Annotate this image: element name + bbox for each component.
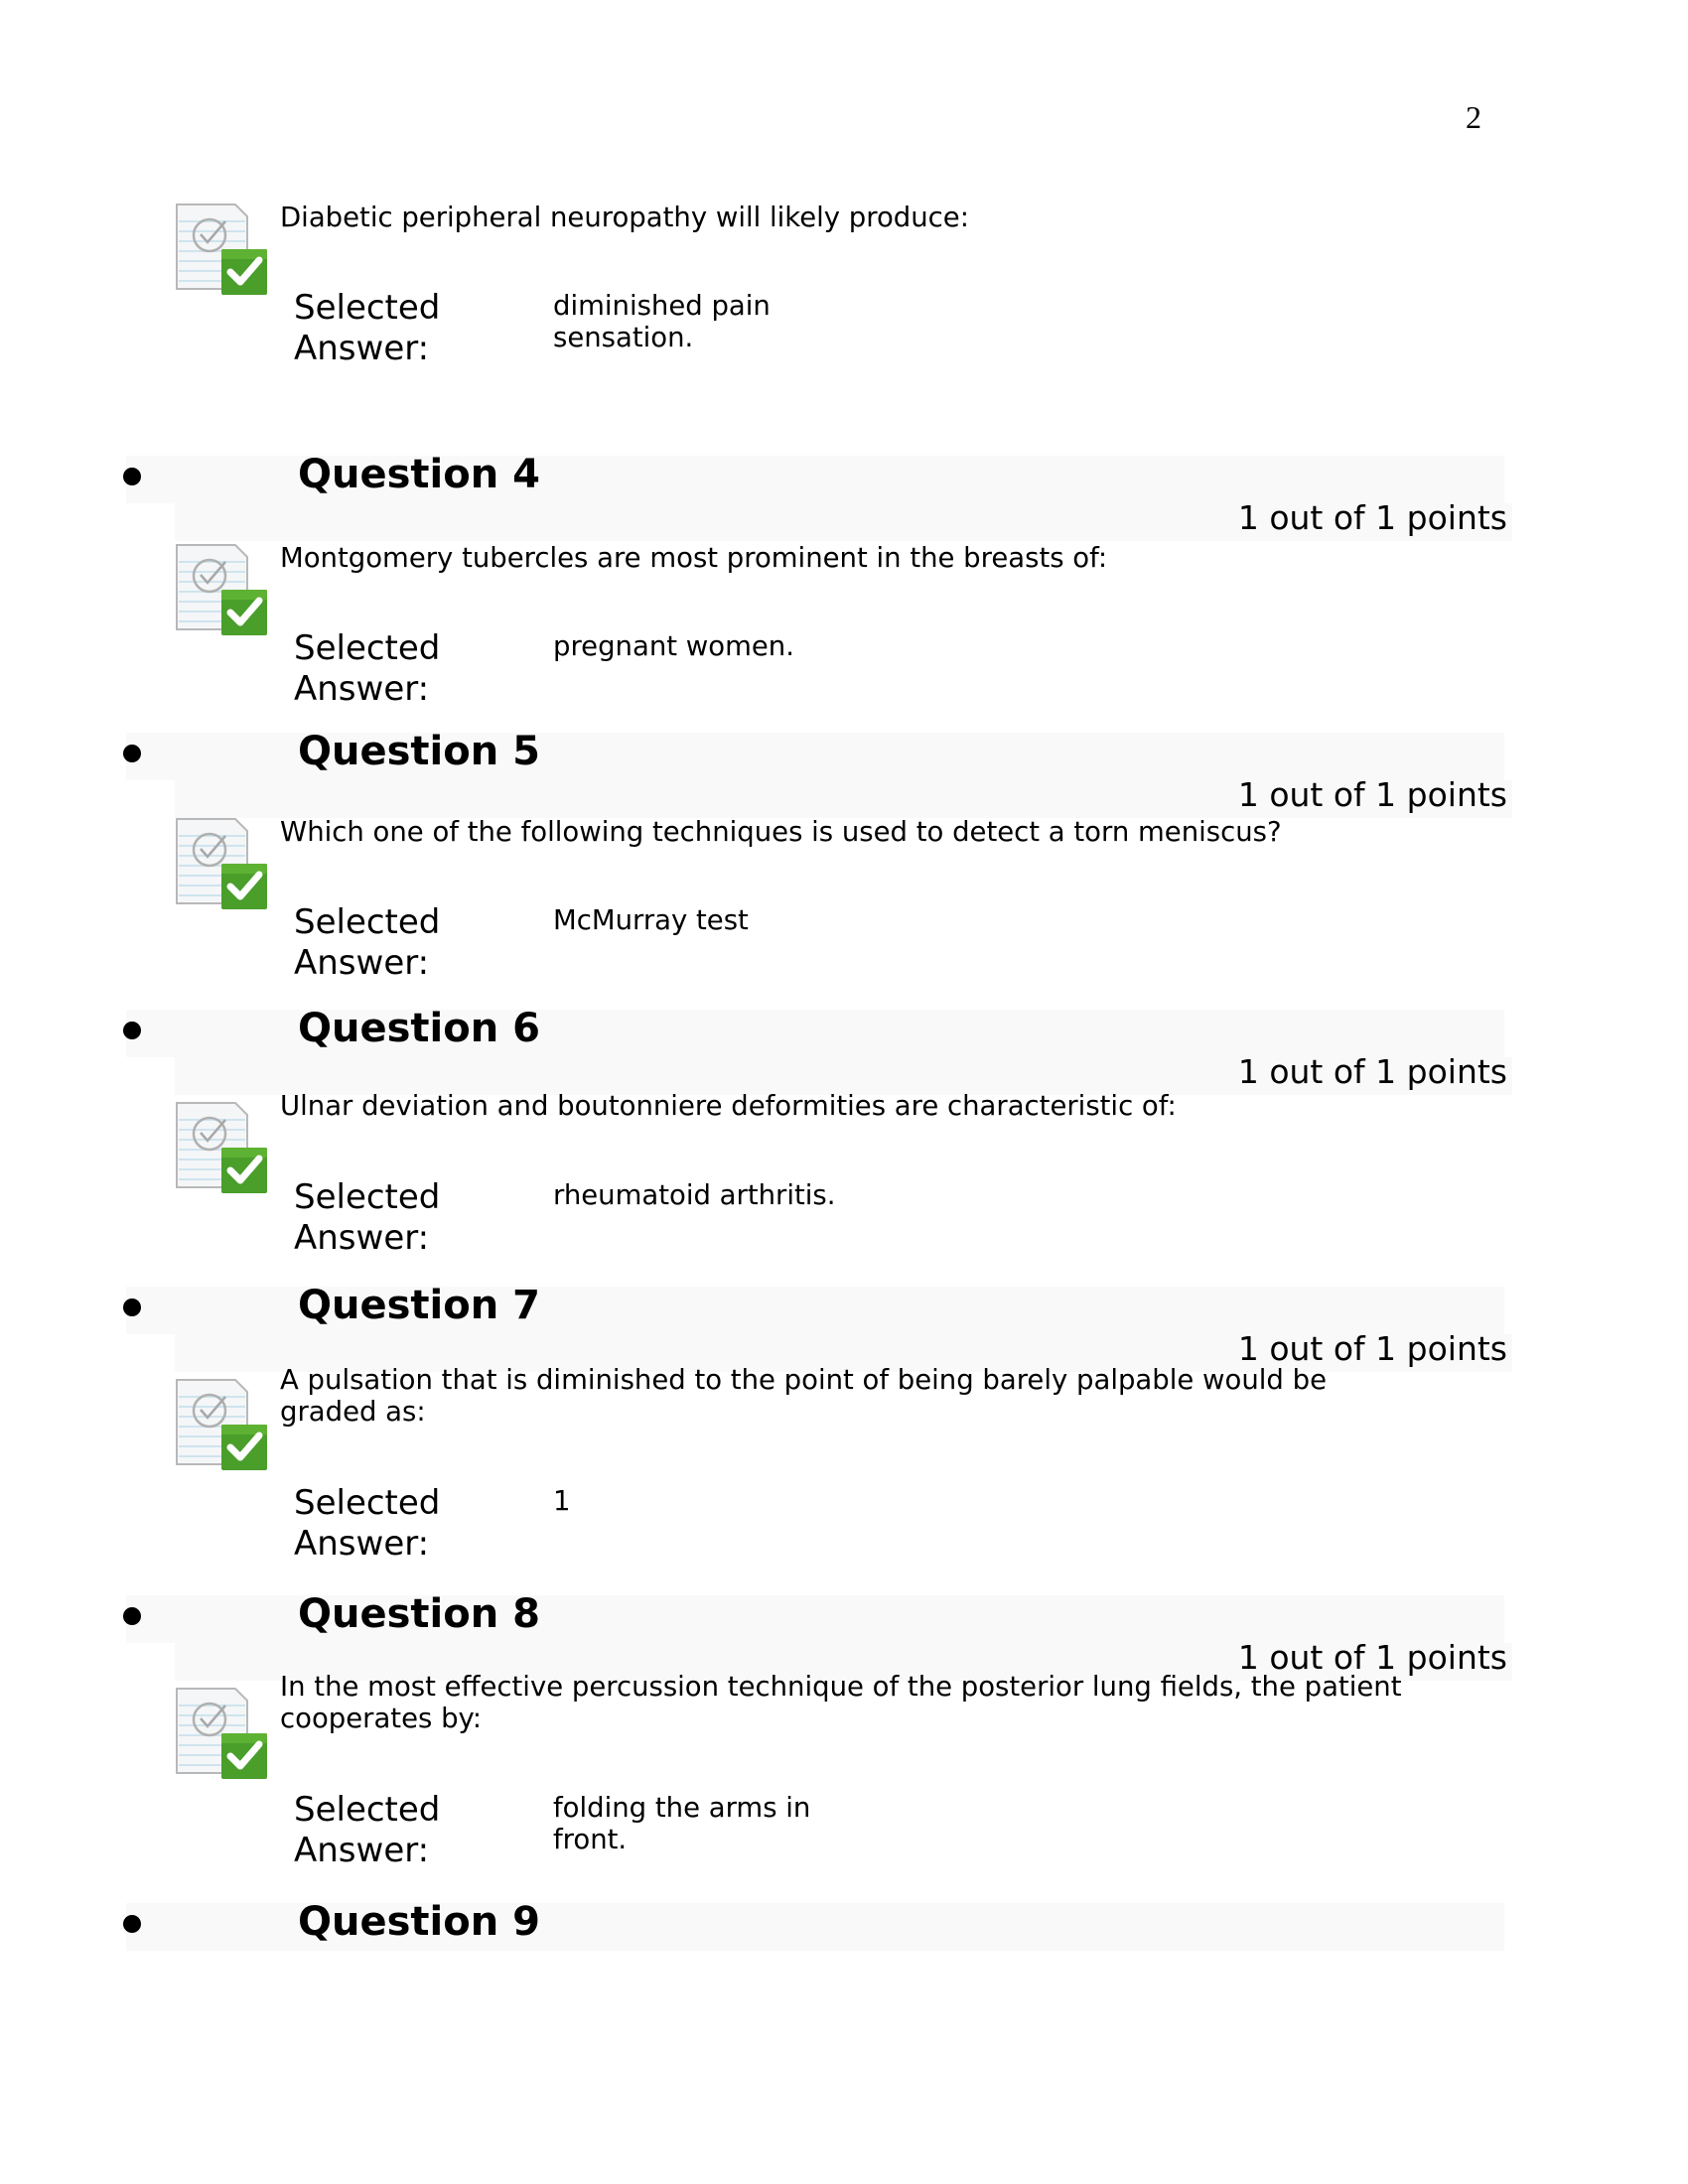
- page-number: 2: [1466, 99, 1481, 135]
- question-title: Question 4: [298, 452, 540, 497]
- question-points: 1 out of 1 points: [1237, 1638, 1507, 1677]
- bullet-icon: [123, 468, 141, 485]
- question-text: In the most effective percussion technique of the posterior lung fields, the patient cooperates by:: [280, 1671, 1402, 1734]
- selected-answer-label: Selected Answer:: [294, 288, 441, 368]
- selected-answer-label: Selected Answer:: [294, 902, 441, 983]
- selected-answer-value: rheumatoid arthritis.: [553, 1179, 836, 1211]
- question-points: 1 out of 1 points: [1237, 1052, 1507, 1091]
- selected-answer-value: pregnant women.: [553, 630, 794, 662]
- correct-answer-icon: [174, 202, 267, 295]
- question-text: Which one of the following techniques is used to detect a torn meniscus?: [280, 816, 1282, 848]
- question-text: A pulsation that is diminished to the point of being barely palpable would be graded as:: [280, 1364, 1327, 1428]
- bullet-icon: [123, 1022, 141, 1039]
- question-text: Diabetic peripheral neuropathy will likely produce:: [280, 202, 969, 233]
- selected-answer-value: folding the arms in front.: [553, 1792, 811, 1855]
- correct-answer-icon: [174, 1100, 267, 1193]
- question-points: 1 out of 1 points: [1237, 775, 1507, 814]
- question-title: Question 8: [298, 1591, 540, 1637]
- bullet-icon: [123, 1607, 141, 1625]
- question-title: Question 7: [298, 1283, 540, 1328]
- selected-answer-value: diminished pain sensation.: [553, 290, 771, 353]
- selected-answer-value: 1: [553, 1485, 571, 1517]
- selected-answer-label: Selected Answer:: [294, 1483, 441, 1564]
- selected-answer-label: Selected Answer:: [294, 1177, 441, 1258]
- selected-answer-label: Selected Answer:: [294, 1790, 441, 1870]
- correct-answer-icon: [174, 1686, 267, 1779]
- bullet-icon: [123, 1298, 141, 1316]
- question-text: Montgomery tubercles are most prominent in the breasts of:: [280, 542, 1108, 574]
- question-points: 1 out of 1 points: [1237, 1329, 1507, 1368]
- correct-answer-icon: [174, 1377, 267, 1470]
- question-title: Question 5: [298, 729, 540, 774]
- correct-answer-icon: [174, 542, 267, 635]
- question-title: Question 6: [298, 1006, 540, 1051]
- bullet-icon: [123, 1915, 141, 1933]
- question-points: 1 out of 1 points: [1237, 498, 1507, 537]
- bullet-icon: [123, 745, 141, 762]
- question-title: Question 9: [298, 1899, 540, 1945]
- correct-answer-icon: [174, 816, 267, 909]
- selected-answer-value: McMurray test: [553, 904, 749, 936]
- selected-answer-label: Selected Answer:: [294, 628, 441, 709]
- question-text: Ulnar deviation and boutonniere deformities are characteristic of:: [280, 1090, 1177, 1122]
